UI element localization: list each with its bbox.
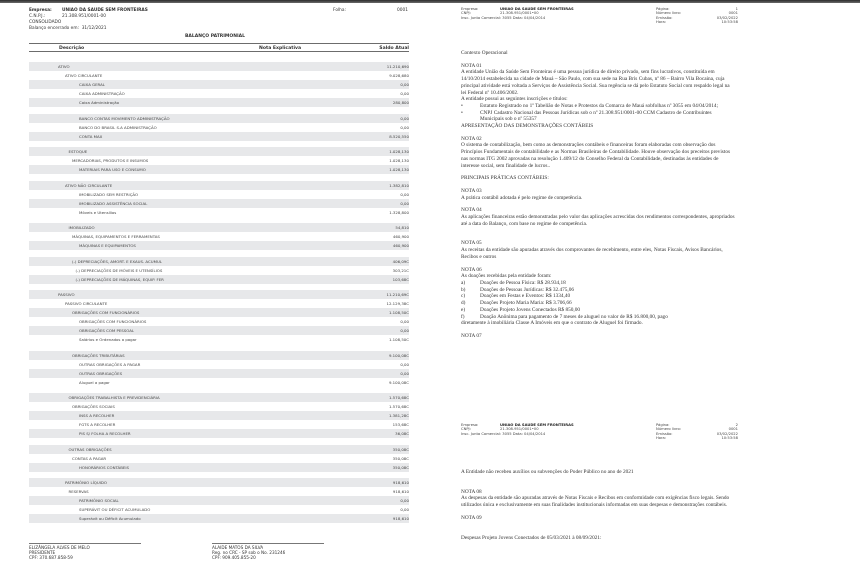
row-value: 0,00 (400, 82, 409, 87)
donation-item (461, 307, 736, 314)
cnpj-value: 21.308.951/0001-00 (62, 14, 107, 19)
nota-08-title: NOTA 08 (461, 488, 482, 495)
cnpj-value: 21.308.951/0001•00 (500, 427, 539, 432)
table-row (29, 199, 409, 208)
time-value: 10:53:58 (721, 436, 738, 441)
row-value: 0,00 (400, 361, 409, 367)
table-row (29, 335, 409, 344)
row-value: 1.570,68C (388, 404, 409, 409)
company-name: UNIAO DA SAUDE SEM FRONTEIRAS (500, 7, 574, 11)
table-row (29, 123, 409, 132)
company-label: Empresa: (461, 7, 479, 11)
table-row (29, 156, 409, 165)
donation-marker: b) (461, 286, 466, 293)
book-number-label: Número livro: (656, 427, 681, 432)
row-description: (-) DEPRECIAÇÕES DE MÁQUINAS, EQUIP. FER (75, 276, 164, 282)
issue-date-label: Emissão: (656, 15, 673, 20)
notes-header-company (461, 7, 574, 20)
nota-06-intro: As doações recebidas pela entidade foram: (461, 273, 552, 280)
nota-06-list (461, 280, 736, 320)
row-value: 406,09C (392, 258, 409, 264)
apresentacao-heading: APRESENTAÇÃO DAS DEMONSTRAÇÕES CONTÁBEIS (461, 123, 594, 130)
row-description: PIS S/ FOLHA A RECOLHER (79, 431, 131, 436)
row-description: RESERVAS (68, 489, 89, 494)
row-value: 1.570,68C (388, 395, 409, 400)
table-row (29, 208, 409, 217)
nota-07-text: A Entidade não recebeu auxílios ou subvenções do Poder Público no ano de 2021 (461, 469, 634, 475)
insc-value: 3055 Data: 04/04/2014 (502, 15, 546, 20)
signature-accountant (212, 543, 324, 560)
notes-header-company-page2 (461, 423, 574, 436)
nota-01-title: NOTA 01 (461, 62, 482, 69)
row-description: OBRIGAÇÕES TRIBUTÁRIAS (72, 352, 125, 358)
row-value: 1.108,50C (388, 310, 409, 315)
nota-06-title: NOTA 06 (461, 266, 482, 273)
row-description: MERCADORIAS, PRODUTOS E INSUMOS (72, 158, 149, 163)
row-value: 0,00 (400, 328, 409, 333)
nota-03-text: A prática contábil adotada é pelo regime de competência. (461, 194, 583, 201)
insc-value: 3055 Data: 04/04/2014 (502, 431, 546, 436)
table-row (29, 114, 409, 123)
balance-sheet-page (0, 3, 430, 561)
row-value: 8.520,550 (389, 133, 409, 139)
nota-05-title: NOTA 05 (461, 240, 482, 247)
time-label: Hora: (656, 436, 667, 441)
table-row (29, 478, 409, 487)
row-value: 0,00 (400, 498, 409, 503)
row-description: OUTRAS OBRIGAÇÕES A PAGAR (79, 361, 141, 367)
company-name: UNIAO DA SAUDE SEM FRONTEIRAS (500, 423, 574, 427)
row-value: 0,00 (400, 124, 409, 130)
cnpj-label: C.N.P.J.: (29, 14, 46, 19)
insc-label: Insc. Junta Comercial: (461, 431, 502, 436)
row-description: FGTS A RECOLHER (79, 422, 116, 427)
table-row (29, 393, 409, 402)
row-value: 0,00 (400, 319, 409, 324)
table-row (29, 223, 409, 232)
row-value: 0,00 (400, 200, 409, 206)
row-value: 350,08C (392, 455, 409, 461)
nota-04-text: As aplicações financeiras estão demonstradas pelo valor das aplicações acrescidas dos rendimentos correspondentes, apropriados até a data do Balanço, com base no regime de competência. (461, 214, 735, 227)
row-description: BANCO DO BRASIL S.A ADMINISTRAÇÃO (79, 124, 157, 130)
table-row (29, 299, 409, 308)
nota-01-inscricoes: A entidade possui as seguintes inscrições e títulos: (461, 96, 568, 103)
company-name: UNIAO DA SAUDE SEM FRONTEIRAS (62, 8, 148, 13)
principais-heading: PRINCIPAIS PRÁTICAS CONTÁBEIS: (461, 175, 549, 182)
row-value: 11.210,69C (386, 292, 409, 297)
table-row (29, 445, 409, 454)
table-row (29, 429, 409, 438)
issue-date-value: 03/02/2022 (716, 431, 738, 436)
cnpj-line (29, 14, 106, 20)
table-row (29, 496, 409, 505)
row-description: CAIXA GERAL (79, 82, 105, 87)
nota-01-bullet: • Estatuto Registrado no 1º Tabelião de Notas e Protestos da Comarca de Mauá sobfolhas nº 3055 em 04/04/2014; (461, 102, 719, 109)
row-value: 11.210,690 (386, 64, 409, 69)
table-row (29, 80, 409, 89)
balance-table-body (29, 62, 409, 523)
donation-marker: d) (461, 300, 466, 307)
consolidado-label: CONSOLIDADO (29, 20, 62, 25)
table-row (29, 147, 409, 156)
company-label: Empresa: (461, 423, 479, 427)
table-row (29, 463, 409, 472)
balance-date-value: 31/12/2021 (81, 26, 107, 31)
row-description: Aluguel a pagar (79, 379, 110, 385)
table-row (29, 165, 409, 174)
row-value: 0,00 (400, 91, 409, 96)
signature-line (29, 543, 141, 544)
signer-name: ELIZÂNGELA ALVES DE MELO (29, 545, 90, 550)
table-row (29, 71, 409, 80)
table-row (29, 487, 409, 496)
row-value: 918,610 (392, 489, 409, 494)
nota-09-title: NOTA 09 (461, 514, 482, 521)
cnpj-value: 21.308.951/0001•00 (500, 11, 539, 16)
explanatory-notes-page (430, 3, 860, 561)
table-row (29, 326, 409, 335)
row-value: 1.382,810 (389, 182, 409, 188)
cnpj-label: CNPJ: (461, 427, 471, 432)
signer-doc: CPF: 370.687.858-59 (29, 555, 73, 560)
row-value: 1.328,800 (389, 209, 409, 215)
row-description: HONORÁRIOS CONTÁBEIS (79, 464, 129, 470)
row-description: ATIVO NÃO CIRCULANTE (65, 182, 113, 188)
company-label: Empresa: (29, 8, 52, 13)
table-row (29, 241, 409, 250)
table-row (29, 351, 409, 360)
signer-name: ALAIDE MATOS DA SILVA (212, 545, 264, 550)
nota-01-bullet: • CNPJ Cadastro Nacional das Pessoas Jurídicas sob o nº 21.308.951/0001-00 CCM Cadastro de Contribuintes Municipais sob o nº 55357 (461, 110, 736, 123)
table-row (29, 505, 409, 514)
row-value: 103,68C (392, 276, 409, 282)
donation-marker: c) (461, 293, 466, 300)
row-value: 1.028,130 (389, 149, 409, 154)
nota-06-tail: diretamente à imobiliária Classe A Imóveis em que o contrato de Aluguel foi firmado. (461, 320, 643, 327)
row-description: PATRIMÔNIO SOCIAL (79, 498, 119, 503)
page-label: Página: (656, 7, 670, 11)
table-row (29, 275, 409, 284)
row-description: PASSIVO CIRCULANTE (65, 301, 108, 306)
row-description: OUTRAS OBRIGAÇÕES (79, 370, 123, 376)
row-value: 9.100,08C (388, 352, 409, 358)
row-description: Superávit ou Déficit Acumulado (79, 516, 141, 521)
row-value: 350,08C (392, 464, 409, 470)
time-label: Hora: (656, 20, 667, 25)
table-row (29, 181, 409, 190)
table-row (29, 232, 409, 241)
donation-marker: e) (461, 306, 466, 313)
folha-label: Folha: (333, 8, 346, 13)
row-description: OBRIGAÇÕES COM FUNCIONÁRIOS (79, 319, 147, 324)
table-row (29, 257, 409, 266)
notes-header-meta-values-page2 (698, 423, 738, 441)
row-description: OBRIGAÇÕES COM FUNCIONÁRIOS (72, 310, 140, 315)
signer-doc: CPF: 909.405.855-20 (212, 555, 256, 560)
notes-header-meta-labels-page2 (656, 423, 681, 441)
page-value: 2 (735, 423, 738, 427)
column-header-descricao: Descrição (59, 45, 85, 51)
donation-item (461, 300, 736, 307)
donation-text: Doações em Festas e Eventos: R$ 1334,40 (480, 293, 571, 300)
row-value: 153,68C (392, 422, 409, 427)
issue-date-value: 03/02/2022 (716, 15, 738, 20)
signature-president (29, 543, 141, 560)
nota-09-text: Despesas Projeto Jovens Conectados de 05/03/2021 à 08/09/2021: (461, 534, 602, 541)
donation-text: Doações de Pessoas Jurídicas: R$ 32.475,06 (480, 286, 575, 293)
nota-03-title: NOTA 03 (461, 187, 482, 194)
signer-role: PRESIDENTE (29, 550, 56, 555)
row-description: IMOBILIZADO ASSISTÊNCIA SOCIAL (79, 200, 148, 206)
row-description: MATERIAIS PARA USO E CONSUMO (79, 167, 146, 172)
balance-date-line (29, 26, 106, 32)
row-description: INSS A RECOLHER (79, 413, 115, 418)
cnpj-label: CNPJ: (461, 11, 471, 16)
page-label: Página: (656, 423, 670, 427)
row-description: PATRIMÔNIO LÍQUIDO (65, 480, 107, 485)
row-value: 1.028,130 (389, 167, 409, 172)
row-description: CAIXA ADMINISTRAÇÃO (79, 91, 125, 96)
table-row (29, 266, 409, 275)
row-value: 36,08C (395, 431, 409, 436)
row-description: OUTRAS OBRIGAÇÕES (68, 446, 112, 452)
row-value: 1.108,50C (388, 337, 409, 342)
book-number-value: 0001 (728, 427, 738, 432)
row-value: 9.100,08C (388, 379, 409, 385)
column-header-saldo: Saldo Atual (379, 45, 409, 51)
balance-date-label: Balanço encerrado em: (29, 26, 79, 31)
row-value: 0,00 (400, 115, 409, 121)
donation-text: Doações Projeto Maria Maria: R$ 3.706,66 (480, 300, 572, 307)
nota-04-title: NOTA 04 (461, 207, 482, 214)
row-value: 0,00 (400, 370, 409, 376)
row-value: 280,800 (392, 100, 409, 105)
row-description: PASSIVO (58, 292, 75, 297)
table-row (29, 317, 409, 326)
row-value: 12.129,38C (386, 301, 409, 306)
signer-role: Reg. no CRC - SP sob o No. 231246 (212, 550, 286, 555)
row-description: OBRIGAÇÕES TRABALHISTA E PREVIDENCIÁRIA (68, 395, 160, 400)
row-value: 9.028,680 (389, 73, 409, 78)
row-value: 0,00 (400, 191, 409, 197)
table-row (29, 62, 409, 71)
notes-body-part1 (461, 50, 736, 340)
row-description: BANCO CONTAS MOVIMENTO ADMINISTRAÇÃO (79, 115, 170, 121)
row-description: CONTAS A PAGAR (72, 455, 107, 461)
row-value: 350,08C (392, 446, 409, 452)
table-row (29, 98, 409, 107)
row-description: OBRIGAÇÕES SOCIAIS (72, 404, 115, 409)
bullet-text: CNPJ Cadastro Nacional das Pessoas Jurídicas sob o nº 21.308.951/0001-00 CCM Cadastro de Contribuintes Municipais sob o nº 55357 (480, 109, 712, 123)
row-description: ESTOQUE (68, 149, 88, 154)
row-description: (-) DEPRECIAÇÕES DE MÓVEIS E UTENSÍLIOS (75, 267, 163, 273)
issue-date-label: Emissão: (656, 431, 673, 436)
donation-text: Doações Projeto Jovens Conectados R$ 850,00 (480, 306, 581, 313)
contexto-heading: Contexto Operacional (461, 50, 508, 56)
row-description: Móveis e Utensílios (79, 209, 117, 215)
row-description: CONTA MAX (79, 133, 103, 139)
table-row (29, 360, 409, 369)
table-row (29, 132, 409, 141)
row-description: OBRIGAÇÕES COM PESSOAL (79, 328, 135, 333)
nota-02-text: O sistema de contabilização, bem como as demonstrações contábeis e financeiras foram elaboradas com observação dos Princípios Fundamentais de contabilidade e as Normas Brasileiras de Contabilidade. Houve observação dos preceitos previstos nas normas ITG 2002 aprovadas na resolução 1.409/12 do Conselho Federal da Contabilidade, destinadas às entidades de interesse social, sem finalidade de lucros.. (461, 142, 731, 169)
folha-value: 0001 (397, 8, 408, 13)
row-value: 54,810 (395, 225, 409, 230)
notes-header-meta-values (698, 7, 738, 25)
book-number-value: 0001 (728, 11, 738, 16)
nota-01-text: A entidade União da Saúde Sem Fronteiras é uma pessoa jurídica de direito privado, sem fins lucrativos, constituída em 14/10/2014 estabelecida na cidade de Mauá – São Paulo, com sua sede na Rua Bris Cubas, nº 86 – Bairro Vila Bocaina, cuja principal atividade está voltada a Serviços de Assistência Social. Sua regência se dá pelo Estatuto Social com respaldo legal na lei Federal nº 10.406/2002. (461, 69, 730, 96)
bullet-text: Estatuto Registrado no 1º Tabelião de Notas e Protestos da Comarca de Mauá sobfolhas nº 3055 em 04/04/2014; (480, 102, 719, 109)
table-row (29, 190, 409, 199)
row-description: IMOBILIZADO SEM RESTRIÇÃO (79, 191, 139, 197)
row-description: (-) DEPRECIAÇÕES, AMORT. E EXAUS. ACUMUL (72, 258, 162, 264)
row-value: 0,00 (400, 507, 409, 512)
page-value: 1 (735, 7, 738, 11)
page-title: BALANÇO PATRIMONIAL (184, 34, 246, 39)
row-value: 918,610 (392, 516, 409, 521)
donation-marker: a) (461, 279, 466, 286)
row-value: 303,21C (392, 267, 409, 273)
table-header (29, 43, 409, 52)
table-row (29, 402, 409, 411)
row-description: IMOBILIZADO (68, 225, 95, 230)
table-row (29, 420, 409, 429)
row-description: Salários e Ordenados a pagar (79, 337, 137, 342)
donation-marker: f) (461, 313, 465, 320)
column-header-nota: Nota Explicativa (259, 45, 302, 51)
row-description: MÁQUINAS E EQUIPAMENTOS (79, 243, 136, 248)
table-row (29, 89, 409, 98)
row-description: MÁQUINAS, EQUIPAMENTOS E FERRAMENTAS (72, 234, 160, 239)
table-row (29, 308, 409, 317)
row-description: ATIVO CIRCULANTE (65, 73, 103, 78)
table-row (29, 369, 409, 378)
notes-header-meta-labels (656, 7, 681, 25)
row-description: SUPERÁVIT OU DÉFICIT ACUMULADO (79, 507, 151, 512)
signature-line (212, 543, 324, 544)
row-value: 918,610 (392, 480, 409, 485)
insc-label: Insc. Junta Comercial: (461, 15, 502, 20)
table-row (29, 514, 409, 523)
book-number-label: Número livro: (656, 11, 681, 16)
table-row (29, 454, 409, 463)
table-row (29, 378, 409, 387)
donation-text: Doações de Pessoa Física: R$ 28.934,18 (480, 279, 566, 286)
table-row (29, 290, 409, 299)
table-row (29, 411, 409, 420)
row-value: 1.028,130 (389, 158, 409, 163)
notes-body-part2 (461, 469, 736, 541)
row-description: Caixa Administração (79, 100, 120, 105)
company-line (29, 8, 148, 14)
donation-item (461, 280, 736, 287)
time-value: 10:53:58 (721, 20, 738, 25)
row-value: 460,900 (392, 243, 409, 248)
row-value: 1.381,28C (388, 413, 409, 418)
row-description: ATIVO (58, 64, 70, 69)
row-value: 460,900 (392, 234, 409, 239)
nota-07-title: NOTA 07 (461, 332, 482, 339)
donation-text: Doação Anônima para pagamento de 7 meses de aluguel no valor de R$ 16.800,00, pago (480, 313, 668, 320)
nota-08-text: As despesas da entidade são apuradas através de Notas Fiscais e Recibos em conformidade com exigências fisco legais. Sendo utilizados única e exclusivamente em suas finalidades institucionais informadas em suas despesas e demonstrações contábeis. (461, 495, 730, 509)
nota-02-title: NOTA 02 (461, 135, 482, 142)
nota-05-text: As receitas da entidade são apuradas através dos comprovantes de recebimento, entre eles, Notas Fiscais, Avisos Bancários, Recibos e outros (461, 247, 723, 260)
